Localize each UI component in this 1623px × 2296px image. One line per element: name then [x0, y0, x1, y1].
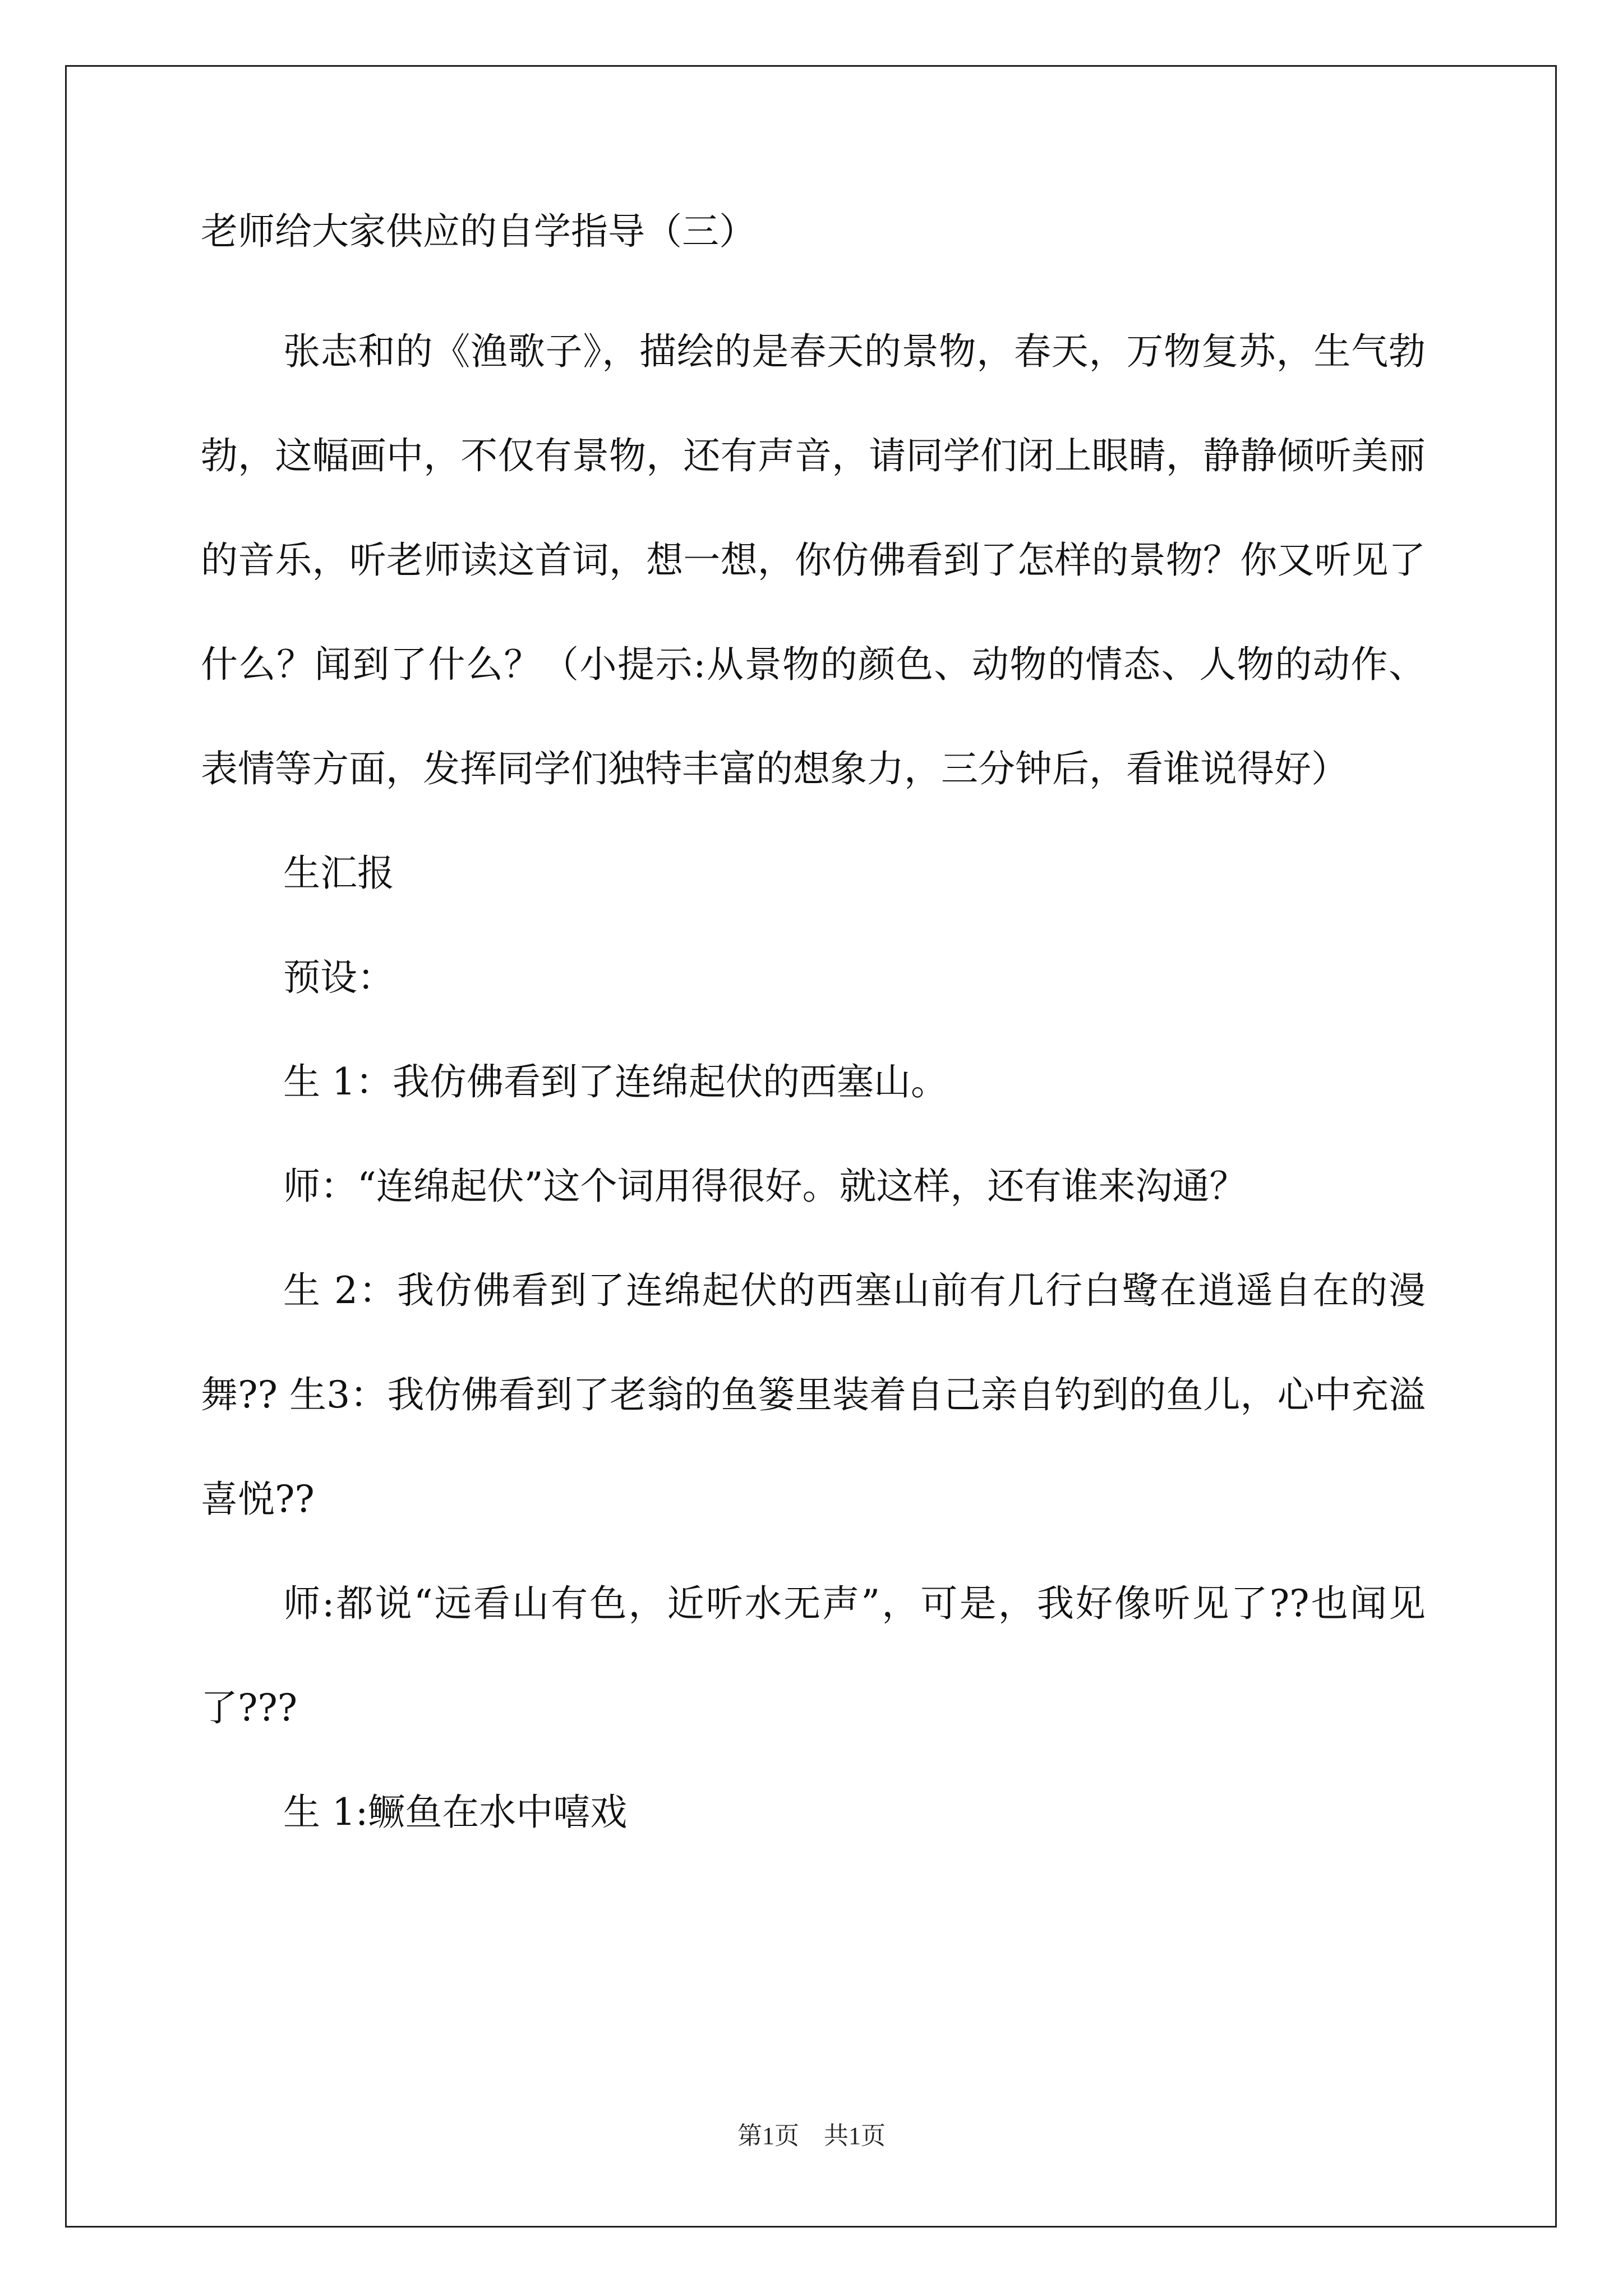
paragraph-student-1: 生 1：我仿佛看到了连绵起伏的西塞山。 — [283, 1060, 948, 1103]
paragraph-student-1-answer: 生 1:鳜鱼在水中嘻戏 — [283, 1791, 628, 1834]
document-title: 老师给大家供应的自学指导（三） — [201, 210, 756, 253]
page-footer: 第1页 共1页 — [737, 2122, 886, 2150]
paragraph-intro: 张志和的《渔歌子》，描绘的是春天的景物，春天，万物复苏，生气勃勃，这幅画中，不仅有景物，还有声音，请同学们闭上眼睛，静静倾听美丽的音乐，听老师读这首词，想一想，你仿佛看到了怎样的景物？你又听见了什么？闻到了什么？（小提示:从景物的颜色、动物的情态、人物的动作、表情等方面，发挥同学们独特丰富的想象力，三分钟后，看谁说得好） — [201, 330, 1426, 790]
document-body — [201, 210, 1426, 1865]
paragraph-report: 生汇报 — [283, 852, 394, 895]
paragraph-student-2-3: 生 2：我仿佛看到了连绵起伏的西塞山前有几行白鹭在逍遥自在的漫舞?? 生3：我仿佛看到了老翁的鱼篓里装着自己亲自钓到的鱼儿，心中充溢喜悦?? — [201, 1269, 1426, 1521]
paragraph-teacher-1: 师：“连绵起伏”这个词用得很好。就这样，还有谁来沟通？ — [283, 1165, 1247, 1208]
paragraph-teacher-2: 师:都说“远看山有色，近听水无声”，可是，我好像听见了??也闻见了??? — [201, 1582, 1426, 1729]
paragraph-preset: 预设： — [283, 956, 394, 999]
